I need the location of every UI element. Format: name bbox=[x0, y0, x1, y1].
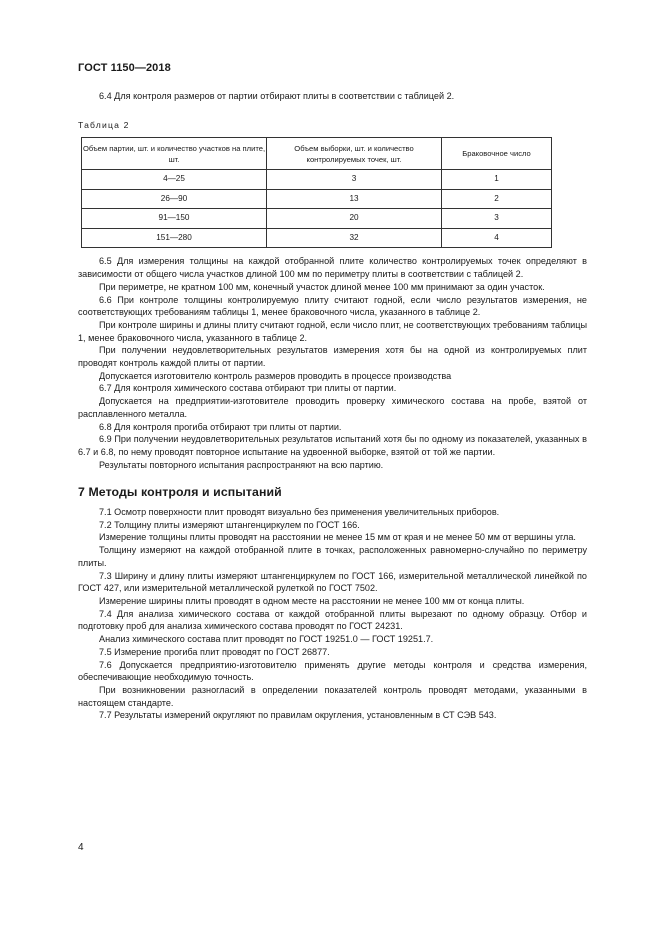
paragraph: Анализ химического состава плит проводят по ГОСТ 19251.0 — ГОСТ 19251.7. bbox=[99, 634, 434, 645]
paragraph: 7.4 Для анализа химического состава от каждой отобранной плиты вырезают по одному образцу. Отбор и подготовку проб для анализа химического состава проводят по ГОСТ 24231. bbox=[78, 608, 587, 632]
table-cell: 151—280 bbox=[82, 228, 267, 248]
column-header-lot-size: Объем партии, шт. и количество участков на плите, шт. bbox=[82, 138, 267, 170]
paragraph-6-4: 6.4 Для контроля размеров от партии отбирают плиты в соответствии с таблицей 2. bbox=[99, 91, 455, 101]
paragraph: 6.7 Для контроля химического состава отбирают три плиты от партии. bbox=[99, 383, 397, 394]
section-7-paragraphs bbox=[78, 506, 587, 722]
table-cell: 2 bbox=[442, 189, 552, 209]
table-cell: 3 bbox=[267, 170, 442, 190]
paragraph: При периметре, не кратном 100 мм, конечный участок длиной менее 100 мм принимают за один участок. bbox=[99, 281, 545, 292]
table-cell: 1 bbox=[442, 170, 552, 190]
paragraph: 6.9 При получении неудовлетворительных результатов испытаний хотя бы по одному из показателей, указанных в 6.7 и 6.8, по нему проводят повторное испытание на удвоенной выборке, взятой от той же партии. bbox=[78, 434, 587, 457]
paragraph: Допускается изготовителю контроль размеров проводить в процессе производства bbox=[99, 370, 452, 381]
paragraph: При возникновении разногласий в определении показателей контроль проводят методами, указанными в настоящем стандарте. bbox=[78, 684, 587, 708]
paragraph: 7.6 Допускается предприятию-изготовителю применять другие методы контроля и средства измерения, обеспечивающие необходимую точность. bbox=[78, 659, 587, 683]
table-cell: 3 bbox=[442, 209, 552, 229]
paragraph: 7.5 Измерение прогиба плит проводят по ГОСТ 26877. bbox=[99, 646, 330, 657]
paragraph: Результаты повторного испытания распространяют на всю партию. bbox=[99, 459, 384, 470]
table-header-row bbox=[82, 138, 552, 170]
table-cell: 4—25 bbox=[82, 170, 267, 190]
paragraph: Толщину измеряют на каждой отобранной плите в точках, расположенных равномерно-случайно по периметру плиты. bbox=[78, 545, 587, 568]
paragraph: 7.3 Ширину и длину плиты измеряют штангенциркулем по ГОСТ 166, измерительной металлической линейкой по ГОСТ 427, или измерительной металлической рулеткой по ГОСТ 7502. bbox=[78, 570, 587, 594]
section-7-title: 7 Методы контроля и испытаний bbox=[78, 485, 282, 500]
paragraph: Измерение толщины плиты проводят на расстоянии не менее 15 мм от края и не менее 50 мм от вершины угла. bbox=[99, 532, 576, 543]
table-cell: 91—150 bbox=[82, 209, 267, 229]
document-code-header: ГОСТ 1150—2018 bbox=[78, 62, 171, 74]
table-caption: Таблица 2 bbox=[78, 119, 130, 130]
column-header-sample-size: Объем выборки, шт. и количество контролируемых точек, шт. bbox=[267, 138, 442, 170]
paragraph: 6.8 Для контроля прогиба отбирают три плиты от партии. bbox=[99, 421, 342, 432]
table-cell: 32 bbox=[267, 228, 442, 248]
page-number: 4 bbox=[78, 842, 84, 853]
paragraph: При контроле ширины и длины плиту считают годной, если число плит, не соответствующих требованиям таблицы 1, менее браковочного числа, указанного в таблице 2. bbox=[78, 319, 587, 343]
paragraph: Допускается на предприятии-изготовителе проводить проверку химического состава на пробе, взятой от расплавленного металла. bbox=[78, 396, 587, 419]
table-row bbox=[82, 170, 552, 190]
paragraph: 7.2 Толщину плиты измеряют штангенциркулем по ГОСТ 166. bbox=[99, 519, 360, 530]
sampling-table bbox=[81, 137, 552, 248]
table-row bbox=[82, 228, 552, 248]
paragraph: 6.6 При контроле толщины контролируемую плиту считают годной, если число результатов измерения, не соответствующих требованиям таблицы 1, менее браковочного числа, указанного в таблице 2. bbox=[78, 294, 587, 318]
table-cell: 13 bbox=[267, 189, 442, 209]
table-cell: 26—90 bbox=[82, 189, 267, 209]
table-row bbox=[82, 209, 552, 229]
table-cell: 4 bbox=[442, 228, 552, 248]
page-content bbox=[78, 84, 587, 722]
paragraph: 7.1 Осмотр поверхности плит проводят визуально без применения увеличительных приборов. bbox=[99, 507, 500, 518]
paragraph: При получении неудовлетворительных результатов измерения хотя бы на одной из контролируемых плит проводят контроль каждой плиты от партии. bbox=[78, 345, 587, 369]
paragraph: 6.5 Для измерения толщины на каждой отобранной плите количество контролируемых точек определяют в зависимости от общего числа участков длиной 100 мм по периметру плиты в соответствии с таблицей 2. bbox=[78, 256, 587, 280]
paragraph: 7.7 Результаты измерений округляют по правилам округления, установленным в СТ СЭВ 543. bbox=[99, 710, 497, 721]
table-cell: 20 bbox=[267, 209, 442, 229]
table-row bbox=[82, 189, 552, 209]
section-6-paragraphs bbox=[78, 255, 587, 471]
paragraph: Измерение ширины плиты проводят в одном месте на расстоянии не менее 100 мм от конца плиты. bbox=[99, 595, 525, 606]
column-header-reject-number: Браковочное число bbox=[442, 138, 552, 170]
